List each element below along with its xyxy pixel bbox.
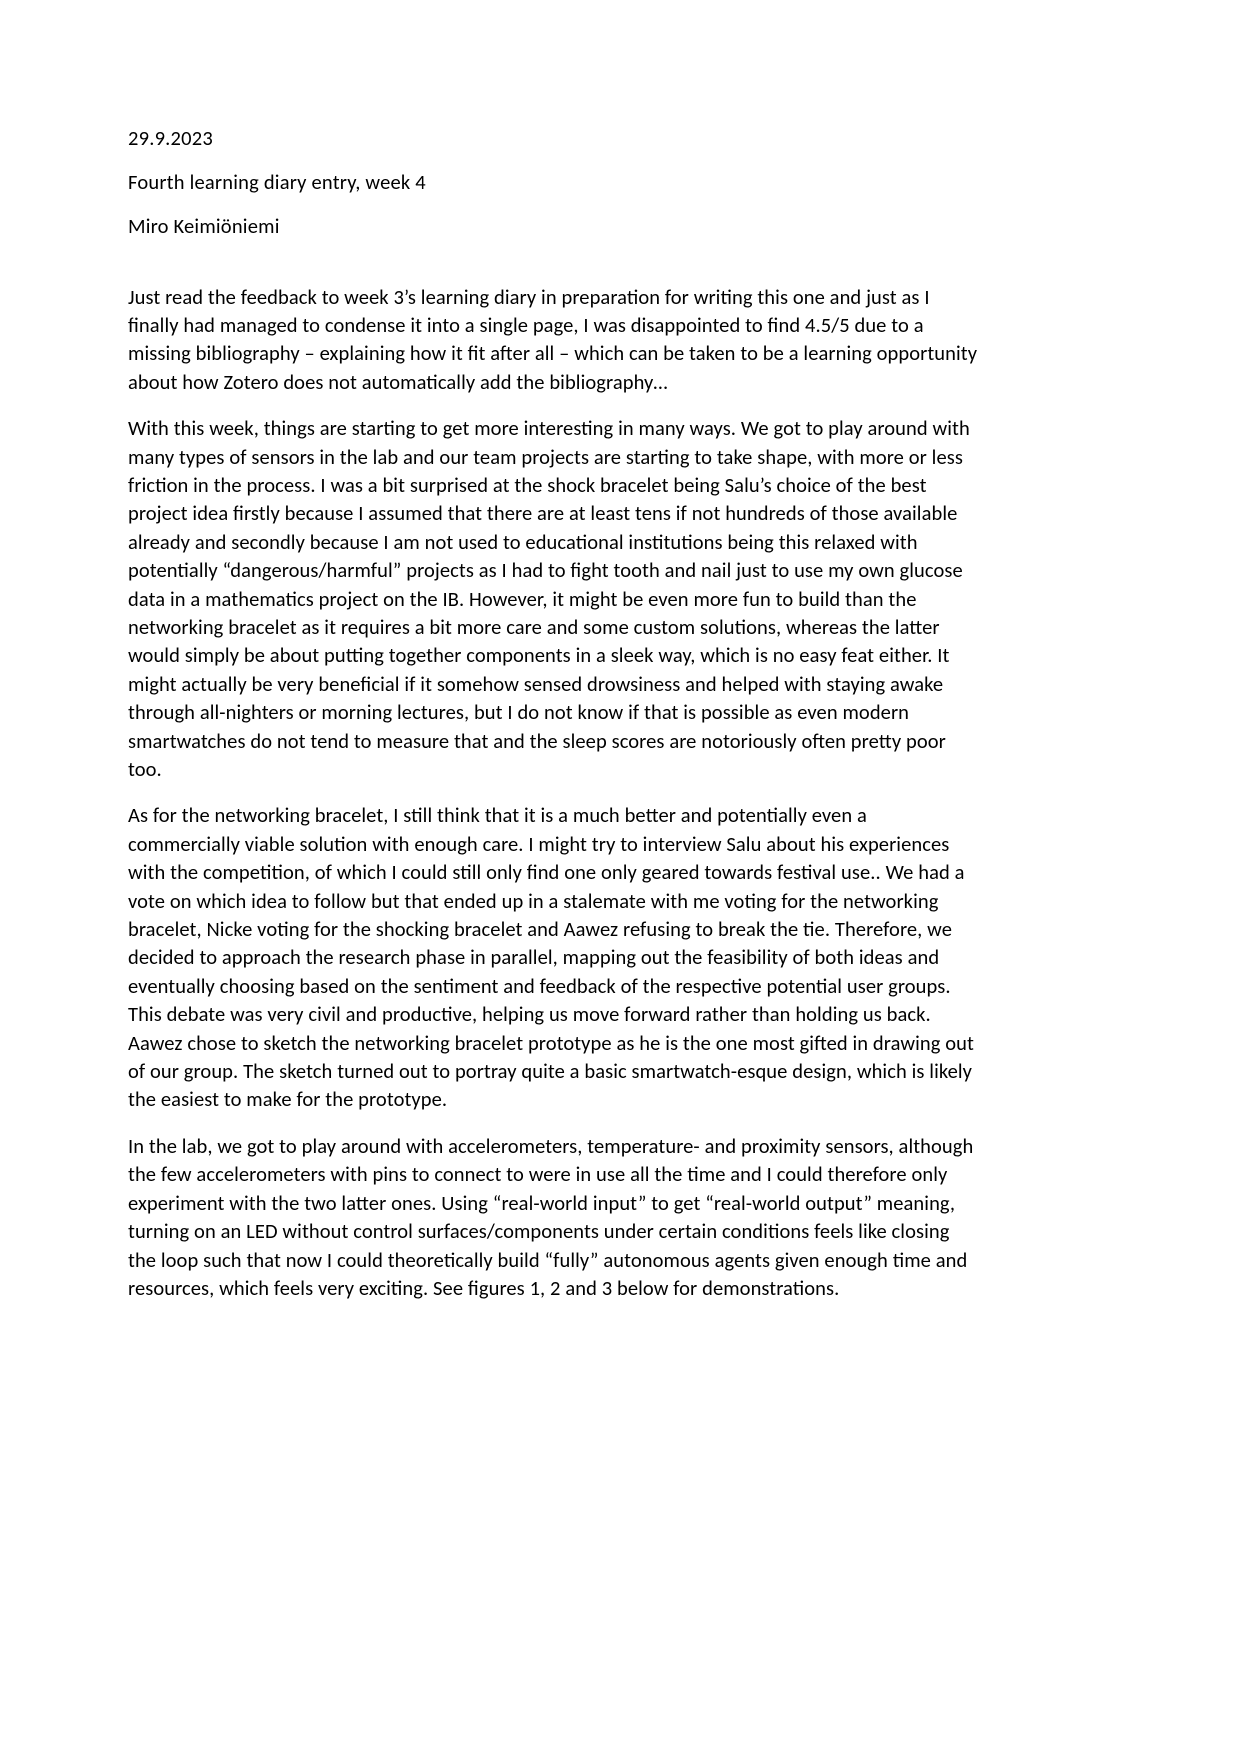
document-header <box>128 125 980 239</box>
entry-author: Miro Keimiöniemi <box>128 213 280 239</box>
entry-date: 29.9.2023 <box>128 125 213 151</box>
body-paragraph-4: In the lab, we got to play around with accelerometers, temperature- and proximity sensors, although the few accelerometers with pins to connect to were in use all the time and I could therefore only experiment with the two latter ones. Using “real-world input” to get “real-world output” meaning, turning on an LED without control surfaces/components under certain conditions feels like closing the loop such that now I could theoretically build “fully” autonomous agents given enough time and resources, which feels very exciting. See figures 1, 2 and 3 below for demonstrations. <box>128 1132 974 1301</box>
body-paragraph-2: With this week, things are starting to get more interesting in many ways. We got to play around with many types of sensors in the lab and our team projects are starting to take shape, with more or less friction in the process. I was a bit surprised at the shock bracelet being Salu’s choice of the best project idea firstly because I assumed that there are at least tens if not hundreds of those available already and secondly because I am not used to educational institutions being this relaxed with potentially “dangerous/harmful” projects as I had to fight tooth and nail just to use my own glucose data in a mathematics project on the IB. However, it might be even more fun to build than the networking bracelet as it requires a bit more care and some custom solutions, whereas the latter would simply be about putting together components in a sleek way, which is no easy feat either. It might actually be very beneficial if it somehow sensed drowsiness and helped with staying awake through all-nighters or morning lectures, but I do not know if that is possible as even modern smartwatches do not tend to measure that and the sleep scores are notoriously often pretty poor too. <box>128 415 970 782</box>
entry-title: Fourth learning diary entry, week 4 <box>128 169 426 195</box>
body-paragraph-1: Just read the feedback to week 3’s learning diary in preparation for writing this one and just as I finally had managed to condense it into a single page, I was disappointed to find 4.5/5 due to a missing bibliography – explaining how it fit after all – which can be taken to be a learning opportunity about how Zotero does not automatically add the bibliography… <box>128 283 978 395</box>
body-paragraph-3: As for the networking bracelet, I still think that it is a much better and potentially even a commercially viable solution with enough care. I might try to interview Salu about his experiences with the competition, of which I could still only find one only geared towards festival use.. We had a vote on which idea to follow but that ended up in a stalemate with me voting for the networking bracelet, Nicke voting for the shocking bracelet and Aawez refusing to break the tie. Therefore, we decided to approach the research phase in parallel, mapping out the feasibility of both ideas and eventually choosing based on the sentiment and feedback of the respective potential user groups. This debate was very civil and productive, helping us move forward rather than holding us back. Aawez chose to sketch the networking bracelet prototype as he is the one most gifted in drawing out of our group. The sketch turned out to portray quite a basic smartwatch-esque design, which is likely the easiest to make for the prototype. <box>128 802 974 1113</box>
document-body <box>128 125 980 1302</box>
